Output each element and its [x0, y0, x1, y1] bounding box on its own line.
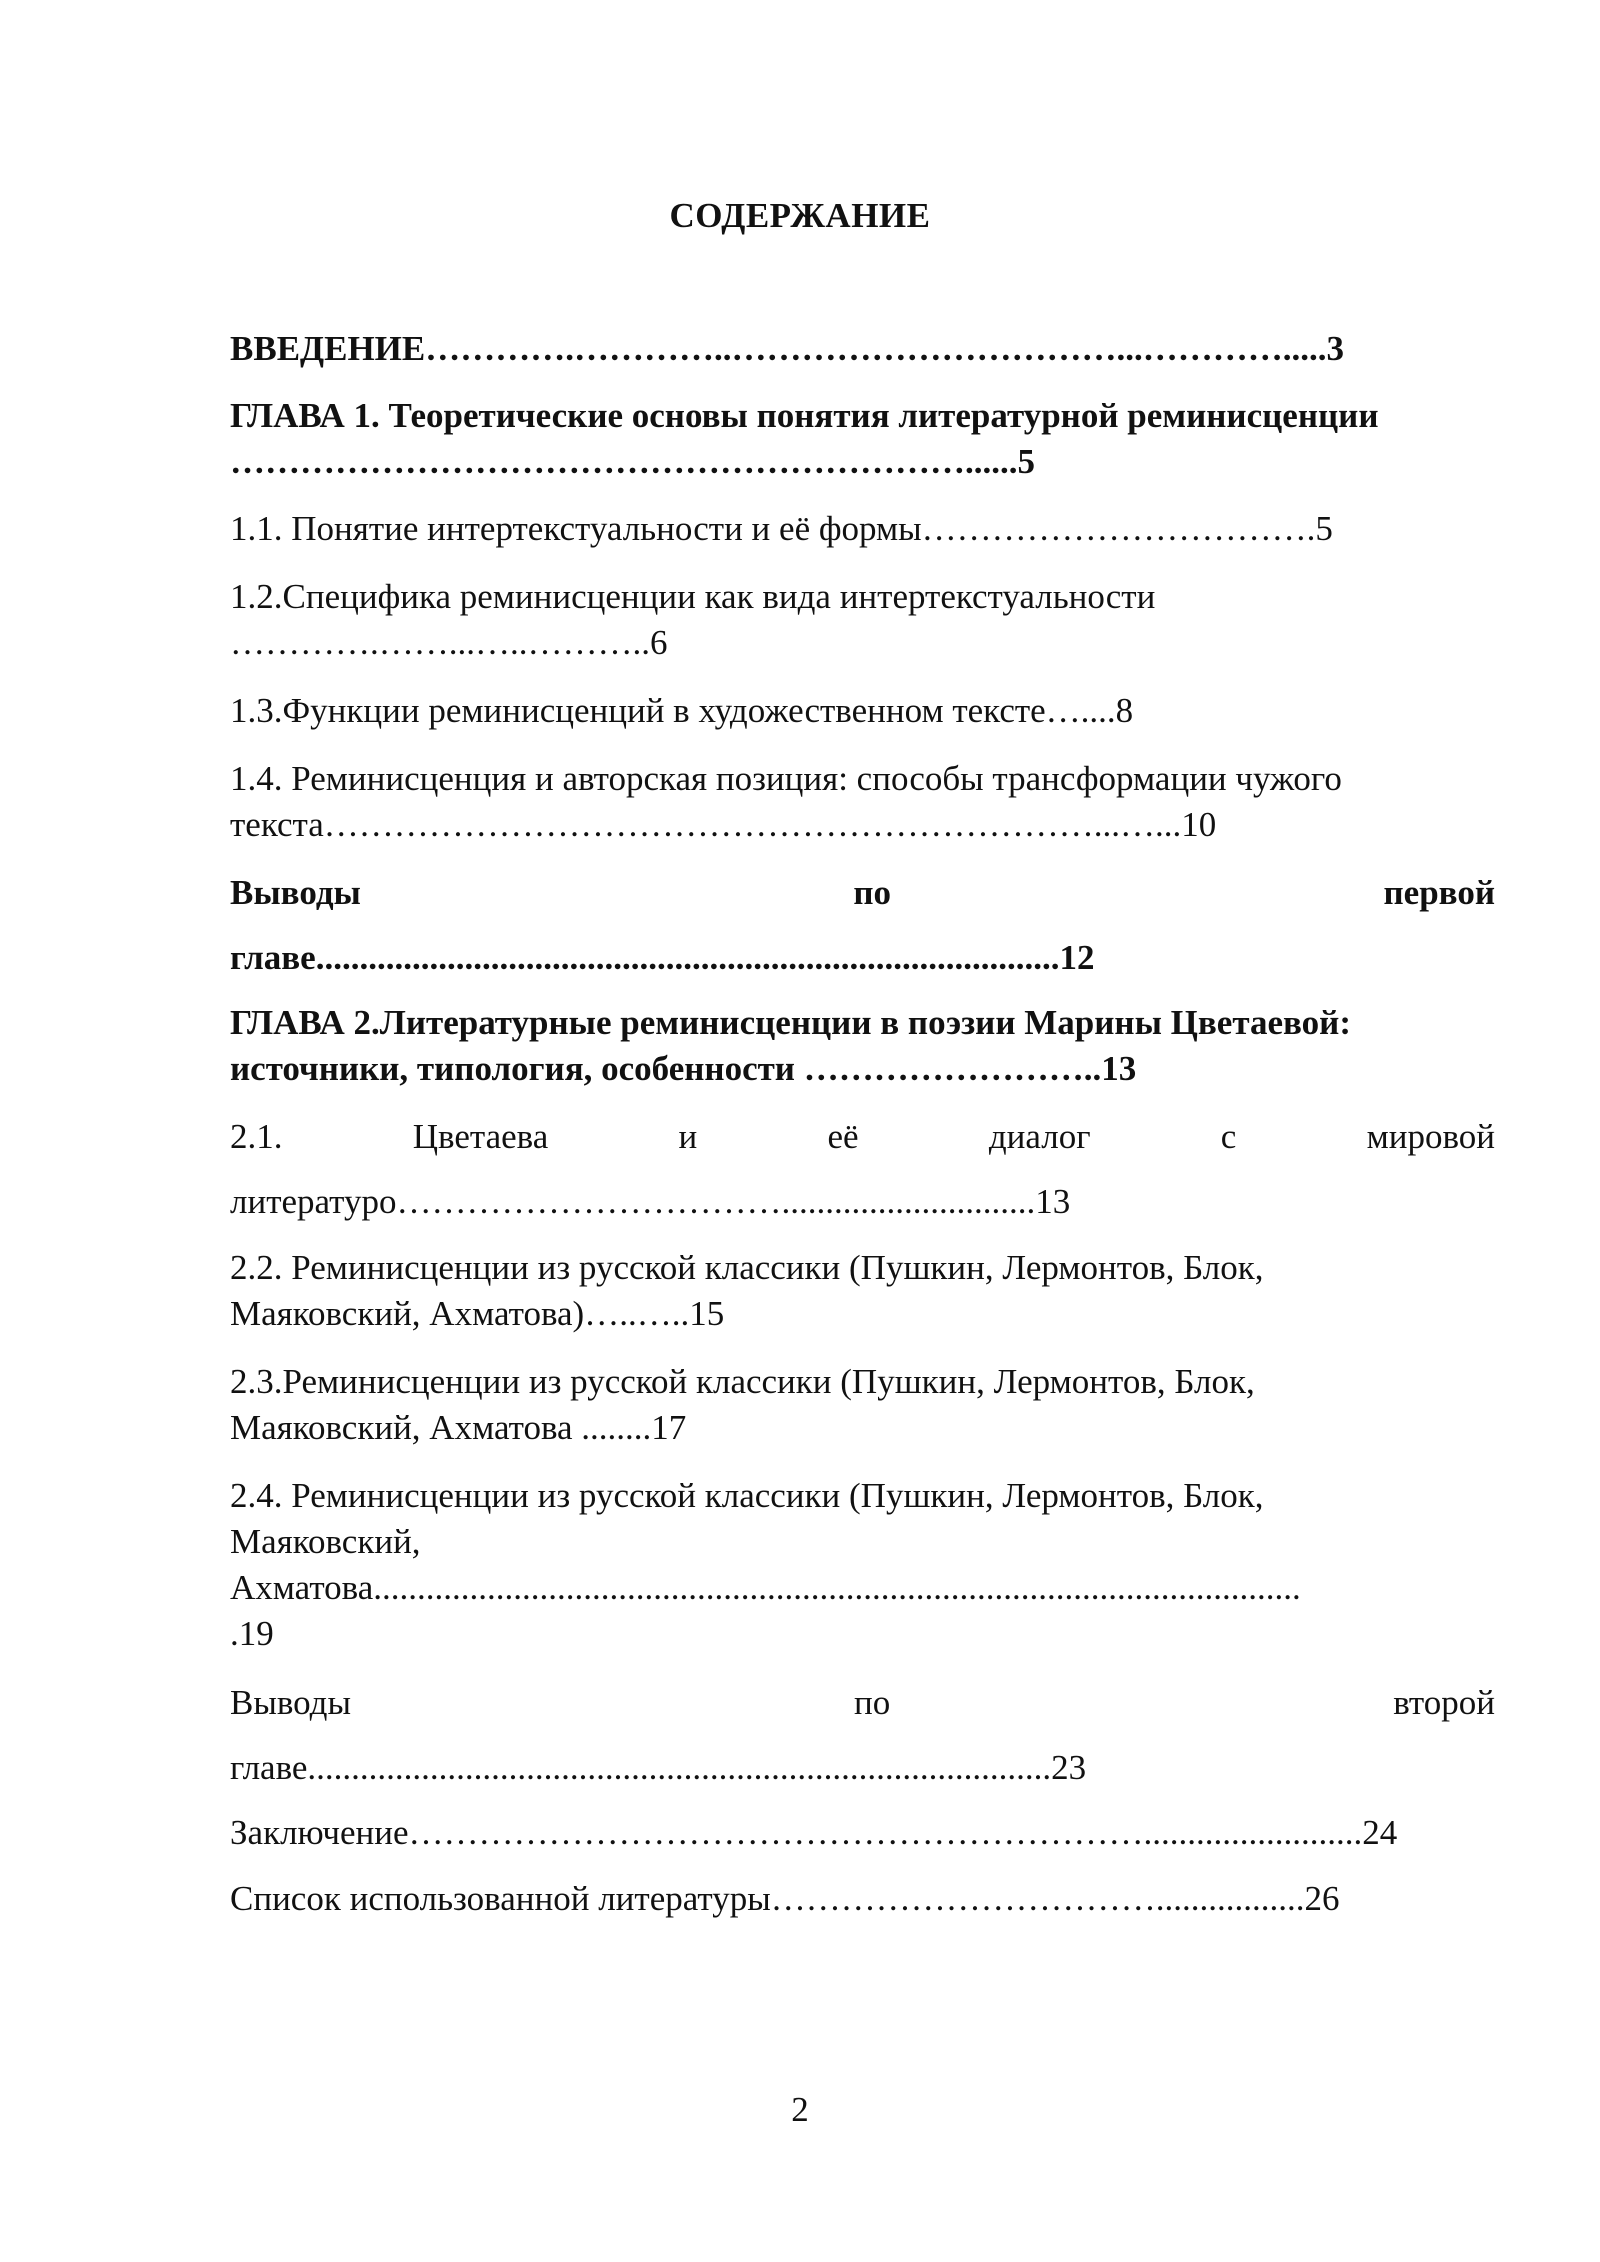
- toc-word: второй: [1393, 1683, 1495, 1722]
- toc-entry-1-1[interactable]: [230, 506, 1495, 552]
- toc-entry-justified-line: [230, 870, 1495, 916]
- page-title: СОДЕРЖАНИЕ: [669, 196, 931, 235]
- toc-word: первой: [1383, 873, 1495, 912]
- toc-entry-line: ГЛАВА 1. Теоретические основы понятия литературной реминисценции: [230, 396, 1379, 435]
- toc-word: по: [853, 873, 892, 912]
- toc-word: с: [1220, 1117, 1237, 1156]
- toc-entry-line: Маяковский, Ахматова)…..…..15: [230, 1294, 725, 1333]
- toc-entry-chapter-1-conclusions[interactable]: [230, 870, 1495, 981]
- toc-entry-2-2[interactable]: [230, 1245, 1495, 1337]
- toc-word: Выводы: [230, 1683, 351, 1722]
- toc-entry-text: Список использованной литературы…………………………….................26: [230, 1879, 1340, 1918]
- toc-word: Цветаева: [412, 1117, 549, 1156]
- toc-entry-justified-line: [230, 1680, 1495, 1726]
- toc-entry-line: ГЛАВА 2.Литературные реминисценции в поэзии Марины Цветаевой:: [230, 1003, 1351, 1042]
- toc-entry-line: ………….……...…..………..6: [230, 623, 668, 662]
- toc-entry-line: главе.....................................................................................12: [230, 938, 1095, 977]
- toc-entry-1-3[interactable]: [230, 688, 1495, 734]
- toc-entry-line: 1.4. Реминисценция и авторская позиция: способы трансформации чужого: [230, 759, 1342, 798]
- toc-entry-bibliography[interactable]: [230, 1876, 1495, 1922]
- toc-entry-line: 2.2. Реминисценции из русской классики (Пушкин, Лермонтов, Блок,: [230, 1248, 1264, 1287]
- toc-word: диалог: [988, 1117, 1091, 1156]
- toc-entry-line: 2.4. Реминисценции из русской классики (Пушкин, Лермонтов, Блок,: [230, 1476, 1264, 1515]
- page-number: 2: [791, 2090, 809, 2129]
- toc-entry-conclusion[interactable]: [230, 1810, 1495, 1856]
- toc-entry-1-2[interactable]: [230, 574, 1495, 666]
- toc-entry-line: .19: [230, 1614, 274, 1653]
- toc-entry-2-3[interactable]: [230, 1359, 1495, 1451]
- toc-entry-line: 1.2.Специфика реминисценции как вида интертекстуальности: [230, 577, 1156, 616]
- toc-word: 2.1.: [230, 1117, 283, 1156]
- toc-entry-line: главе.....................................................................................23: [230, 1748, 1087, 1787]
- toc-word: и: [678, 1117, 698, 1156]
- toc-entry-line: 2.3.Реминисценции из русской классики (Пушкин, Лермонтов, Блок,: [230, 1362, 1255, 1401]
- toc-word: Выводы: [230, 873, 361, 912]
- toc-entry-line: Ахматова..........................................................................................................: [230, 1568, 1301, 1607]
- toc-entry-text: 1.3.Функции реминисценций в художественном тексте…....8: [230, 691, 1134, 730]
- toc-entry-line: Маяковский,: [230, 1522, 421, 1561]
- toc-word: её: [827, 1117, 859, 1156]
- toc-entry-text: ВВЕДЕНИЕ………….…………..……………………………...………….....3: [230, 329, 1345, 368]
- toc-entry-1-4[interactable]: [230, 756, 1495, 848]
- toc-entry-line: ………………………………………………………......5: [230, 442, 1035, 481]
- toc-entry-2-4[interactable]: [230, 1473, 1495, 1657]
- toc-entry-justified-line: [230, 1114, 1495, 1160]
- toc-word: мировой: [1366, 1117, 1495, 1156]
- toc-entry-introduction[interactable]: [230, 326, 1495, 372]
- toc-entry-line: литературо…………………………….............................13: [230, 1182, 1071, 1221]
- toc-word: по: [854, 1683, 891, 1722]
- toc-entry-chapter-2[interactable]: [230, 1000, 1495, 1092]
- toc-entry-text: Заключение……………………………………………………….........................24: [230, 1813, 1398, 1852]
- toc-entry-line: источники, типология, особенности ……………………..13: [230, 1049, 1137, 1088]
- toc-entry-chapter-1[interactable]: [230, 393, 1495, 485]
- toc-entry-chapter-2-conclusions[interactable]: [230, 1680, 1495, 1791]
- toc-entry-2-1[interactable]: [230, 1114, 1495, 1225]
- toc-entry-line: Маяковский, Ахматова ........17: [230, 1408, 687, 1447]
- toc-entry-text: 1.1. Понятие интертекстуальности и её формы…………………………….5: [230, 509, 1333, 548]
- toc-entry-line: текста…………………………………………………………...…...10: [230, 805, 1217, 844]
